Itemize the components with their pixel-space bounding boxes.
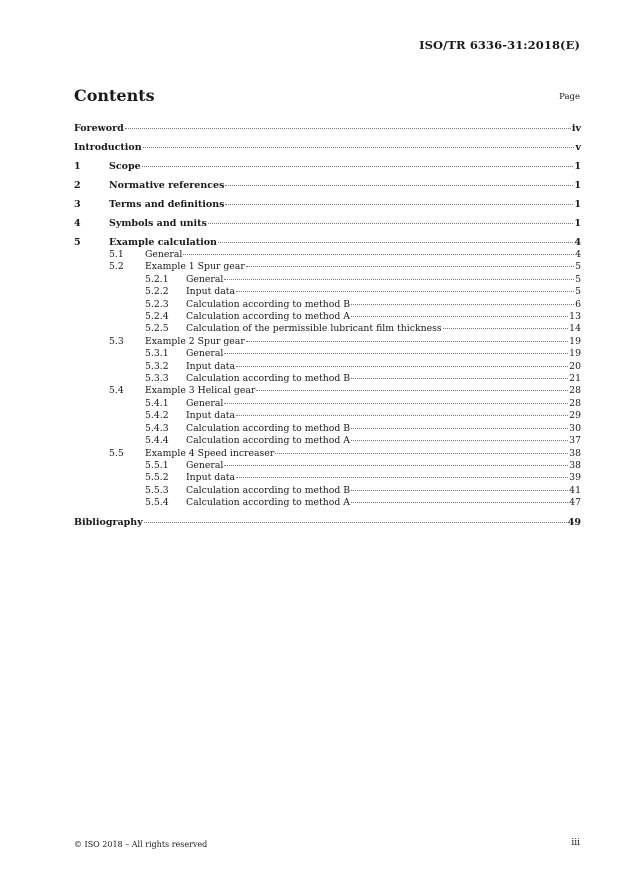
toc-entry[interactable] — [74, 497, 581, 509]
toc-entry-page: 19 — [569, 348, 581, 360]
toc-entry-title: General — [186, 273, 224, 285]
toc-entry[interactable] — [74, 198, 581, 211]
toc-entry[interactable] — [74, 373, 581, 385]
toc-entry[interactable] — [74, 435, 581, 447]
dot-leader — [144, 522, 567, 523]
toc-entry-number: 5.5.4 — [145, 497, 169, 509]
toc-entry[interactable] — [74, 398, 581, 410]
toc-entry-title: Input data — [186, 360, 236, 372]
toc-entry-number: 5.4.4 — [145, 435, 169, 447]
toc-entry[interactable] — [74, 217, 581, 230]
toc-entry-page: 5 — [575, 273, 581, 285]
toc-entry-number: 5.3.1 — [145, 348, 169, 360]
dot-leader — [256, 390, 568, 391]
toc-entry-page: 4 — [575, 249, 581, 260]
document-code: ISO/TR 6336-31:2018(E) — [419, 38, 580, 52]
toc-entry-title: Calculation according to method A — [186, 311, 350, 323]
dot-leader — [225, 185, 573, 186]
toc-entry-title: Example calculation — [109, 237, 217, 248]
toc-entry-title: General — [186, 348, 224, 360]
toc-entry-page: 5 — [575, 261, 581, 273]
toc-entry-page: 38 — [569, 447, 581, 459]
table-of-contents — [74, 122, 581, 529]
dot-leader — [218, 242, 573, 243]
toc-entry-page: 5 — [575, 286, 581, 298]
dot-leader — [275, 453, 568, 454]
dot-leader — [351, 378, 568, 379]
toc-entry-title: Terms and definitions — [109, 199, 225, 210]
toc-entry-title: General — [186, 397, 224, 409]
dot-leader — [224, 403, 568, 404]
toc-entry-number: 5.3.2 — [145, 360, 169, 372]
toc-entry[interactable] — [74, 311, 581, 323]
toc-entry[interactable] — [74, 348, 581, 360]
toc-entry-number: 5.5.2 — [145, 472, 169, 484]
dot-leader — [225, 204, 573, 205]
dot-leader — [351, 428, 568, 429]
toc-entry-title: Calculation according to method B — [186, 298, 351, 310]
toc-entry-page: 47 — [569, 497, 581, 509]
toc-entry[interactable] — [74, 385, 581, 397]
toc-entry-title: Calculation according to method A — [186, 435, 350, 447]
dot-leader — [125, 128, 571, 129]
toc-entry[interactable] — [74, 261, 581, 273]
toc-entry-page: 30 — [569, 422, 581, 434]
toc-entry-number: 4 — [74, 218, 81, 229]
toc-entry-number: 5.3 — [109, 335, 124, 347]
dot-leader — [143, 147, 575, 148]
toc-entry-number: 5.1 — [109, 249, 124, 260]
toc-entry-page: 4 — [574, 237, 581, 248]
toc-entry-page: 6 — [575, 298, 581, 310]
toc-entry-number: 5.4.3 — [145, 422, 169, 434]
toc-entry-page: 38 — [569, 459, 581, 471]
toc-entry-page: 1 — [574, 199, 581, 210]
dot-leader — [351, 490, 568, 491]
toc-entry-number: 5.4 — [109, 385, 124, 397]
dot-leader — [224, 465, 568, 466]
toc-entry-number: 5.5.1 — [145, 459, 169, 471]
toc-entry-page: iv — [571, 123, 581, 134]
toc-entry-page: 28 — [569, 397, 581, 409]
toc-entry-number: 3 — [74, 199, 81, 210]
toc-entry-page: 29 — [569, 410, 581, 422]
toc-entry-number: 5.4.2 — [145, 410, 169, 422]
toc-entry-title: Bibliography — [74, 516, 143, 528]
dot-leader — [351, 304, 574, 305]
dot-leader — [208, 223, 574, 224]
dot-leader — [142, 166, 574, 167]
toc-entry-number: 2 — [74, 180, 81, 191]
dot-leader — [351, 316, 568, 317]
toc-entry-title: Calculation according to method B — [186, 422, 351, 434]
toc-entry[interactable] — [74, 274, 581, 286]
toc-entry-page: 20 — [569, 360, 581, 372]
dot-leader — [236, 366, 568, 367]
toc-entry[interactable] — [74, 423, 581, 435]
toc-entry-title: Calculation according to method A — [186, 497, 350, 509]
toc-entry[interactable] — [74, 361, 581, 373]
toc-entry-title: Normative references — [109, 180, 225, 191]
dot-leader — [236, 291, 574, 292]
toc-entry-title: General — [186, 459, 224, 471]
toc-entry-page: 49 — [567, 516, 581, 528]
toc-entry[interactable] — [74, 286, 581, 298]
toc-entry-title: Example 3 Helical gear — [145, 385, 256, 397]
toc-entry[interactable] — [74, 160, 581, 173]
toc-entry[interactable] — [74, 141, 581, 154]
toc-entry-number: 5.4.1 — [145, 397, 169, 409]
dot-leader — [351, 440, 568, 441]
toc-entry-number: 5.5.3 — [145, 484, 169, 496]
toc-entry[interactable] — [74, 299, 581, 311]
toc-entry-number: 5.2.5 — [145, 323, 169, 335]
toc-entry-page: 37 — [569, 435, 581, 447]
page-column-label: Page — [559, 92, 580, 102]
toc-entry-title: Calculation according to method B — [186, 373, 351, 385]
toc-entry-number: 5.2.3 — [145, 298, 169, 310]
copyright-notice: © ISO 2018 – All rights reserved — [74, 840, 208, 849]
toc-entry-page: 14 — [569, 323, 581, 335]
dot-leader — [224, 353, 568, 354]
toc-entry-title: Input data — [186, 410, 236, 422]
toc-entry-title: Symbols and units — [109, 218, 207, 229]
toc-entry[interactable] — [74, 122, 581, 135]
toc-entry-page: 39 — [569, 472, 581, 484]
toc-entry-number: 5.2.1 — [145, 273, 169, 285]
toc-entry-page: 21 — [569, 373, 581, 385]
toc-entry-page: v — [575, 142, 581, 153]
toc-entry-title: Foreword — [74, 123, 124, 134]
toc-entry[interactable] — [74, 448, 581, 460]
toc-entry-title: Example 2 Spur gear — [145, 335, 245, 347]
toc-entry-title: Example 1 Spur gear — [145, 261, 245, 273]
toc-entry-page: 19 — [569, 335, 581, 347]
toc-entry[interactable] — [74, 179, 581, 192]
toc-entry-number: 1 — [74, 161, 81, 172]
toc-entry-title: Input data — [186, 286, 236, 298]
toc-entry-page: 1 — [574, 218, 581, 229]
toc-entry-number: 5.2.4 — [145, 311, 169, 323]
toc-entry-number: 5.2 — [109, 261, 124, 273]
page-title: Contents — [74, 86, 155, 105]
toc-entry-number: 5.5 — [109, 447, 124, 459]
toc-entry-page: 1 — [574, 180, 581, 191]
page-number: iii — [571, 838, 580, 848]
toc-entry-page: 41 — [569, 484, 581, 496]
toc-entry-number: 5.2.2 — [145, 286, 169, 298]
dot-leader — [246, 266, 574, 267]
dot-leader — [183, 254, 574, 255]
toc-entry-number: 5 — [74, 237, 81, 248]
toc-entry-page: 28 — [569, 385, 581, 397]
toc-entry[interactable] — [74, 516, 581, 529]
toc-entry-page: 1 — [574, 161, 581, 172]
toc-entry[interactable] — [74, 323, 581, 335]
toc-entry-page: 13 — [569, 311, 581, 323]
toc-entry-title: Calculation of the permissible lubricant film thickness — [186, 323, 442, 335]
toc-entry-title: Scope — [109, 161, 141, 172]
toc-entry[interactable] — [74, 472, 581, 484]
toc-entry-title: Introduction — [74, 142, 142, 153]
toc-entry[interactable] — [74, 410, 581, 422]
toc-entry-title: General — [145, 249, 183, 260]
toc-entry-title: Input data — [186, 472, 236, 484]
toc-entry[interactable] — [74, 485, 581, 497]
toc-entry[interactable] — [74, 460, 581, 472]
dot-leader — [246, 341, 568, 342]
dot-leader — [236, 477, 568, 478]
toc-entry-title: Example 4 Speed increaser — [145, 447, 275, 459]
dot-leader — [443, 328, 569, 329]
dot-leader — [351, 502, 568, 503]
toc-entry-title: Calculation according to method B — [186, 484, 351, 496]
toc-entry-number: 5.3.3 — [145, 373, 169, 385]
dot-leader — [236, 415, 568, 416]
toc-entry[interactable] — [74, 336, 581, 348]
dot-leader — [224, 279, 574, 280]
toc-entry[interactable] — [74, 236, 581, 249]
toc-entry[interactable] — [74, 249, 581, 261]
